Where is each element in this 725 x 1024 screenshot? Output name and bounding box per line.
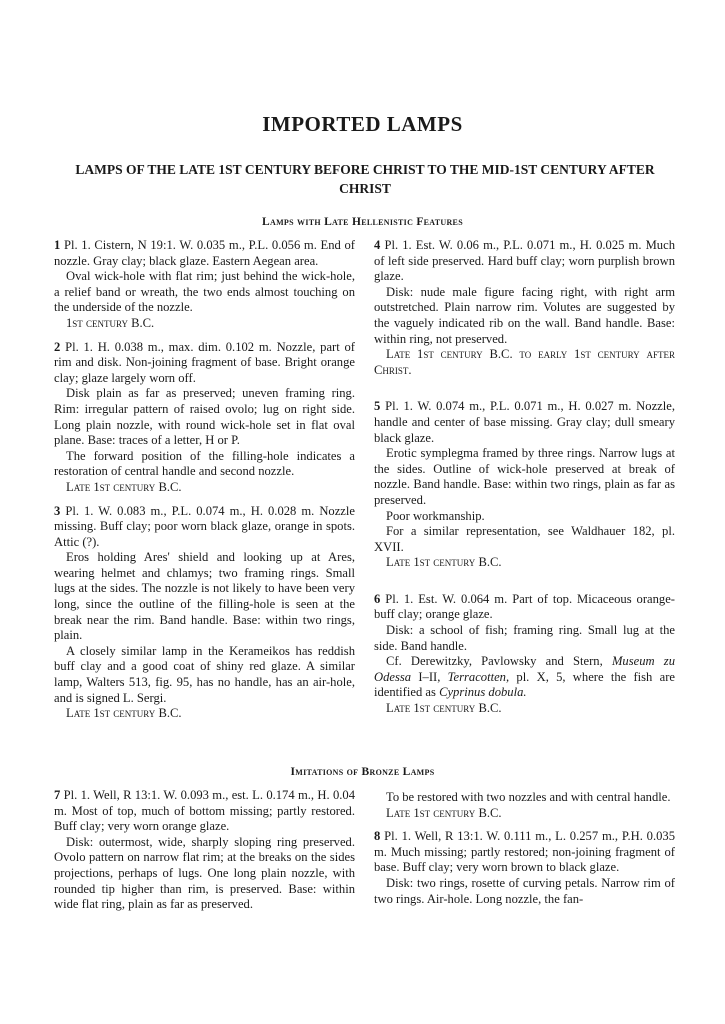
entry-description: Disk plain as far as preserved; uneven framing ring. Rim: irregular pattern of raised ovolo; lug on right side. Long plain nozzle, with round wick-hole set in flat oval plane. Base: traces of a letter, H or P.	[54, 386, 355, 448]
entry-note: A closely similar lamp in the Kerameikos has reddish buff clay and a good coat of shiny red glaze. A similar lamp, Walters 513, fig. 95, has no handle, has an air-hole, and is signed L. Sergi.	[54, 643, 355, 705]
reference-volume: I–II,	[418, 669, 441, 684]
catalog-entry-7-continued	[374, 790, 675, 821]
entry-description: Eros holding Ares' shield and looking up at Ares, wearing helmet and chlamys; two framing rings. Small lugs at the sides. The nozzle is not likely to have been very long, since the outline of the filling-hole is seen at the break near the rim. Band handle. Base: within two rings, plain.	[54, 550, 355, 643]
entry-header: Pl. 1. H. 0.038 m., max. dim. 0.102 m. Nozzle, part of rim and disk. Non-joining fragment of base. Bright orange clay; glaze largely worn off.	[54, 339, 355, 385]
left-column-group1	[54, 238, 355, 722]
catalog-entry-1	[54, 238, 355, 332]
entry-date: Late 1st century B.C.	[386, 701, 502, 716]
entry-date: Late 1st century B.C. to early 1st century after Christ.	[374, 347, 675, 377]
entry-note: The forward position of the filling-hole indicates a restoration of central handle and second nozzle.	[54, 448, 355, 479]
entry-note: Poor workmanship.	[386, 508, 485, 523]
entry-number: 7	[54, 788, 61, 802]
group-heading-hellenistic: Lamps with Late Hellenistic Features	[262, 216, 463, 228]
page-title: IMPORTED LAMPS	[262, 112, 463, 136]
right-column-group2	[374, 790, 675, 907]
entry-date: Late 1st century B.C.	[386, 805, 502, 820]
entry-number: 5	[374, 399, 381, 414]
entry-reference: For a similar representation, see Waldhauer 182, pl. XVII.	[374, 524, 675, 554]
entry-date: Late 1st century B.C.	[66, 479, 182, 494]
catalog-entry-7	[54, 788, 355, 913]
reference-title: Museum zu Odessa	[374, 654, 675, 684]
entry-date: Late 1st century B.C.	[66, 706, 182, 721]
catalog-entry-3	[54, 504, 355, 722]
catalog-entry-4	[374, 238, 675, 378]
entry-description: Erotic symplegma framed by three rings. Narrow lugs at the sides. Outline of wick-hole preserved at break of nozzle. Band handle. Base: within two rings, plain as far as preserved.	[374, 446, 675, 507]
entry-header: Pl. 1. W. 0.074 m., P.L. 0.071 m., H. 0.027 m. Nozzle, handle and center of base missing. Gray clay; dull smeary black glaze.	[374, 399, 675, 445]
catalog-entry-5	[374, 399, 675, 571]
entry-description: Oval wick-hole with flat rim; just behind the wick-hole, a relief band or wreath, the two ends almost touching on the underside of the nozzle.	[54, 269, 355, 315]
entry-description: Disk: a school of fish; framing ring. Small lug at the side. Band handle.	[374, 623, 675, 653]
entry-number: 8	[374, 829, 381, 844]
reference-subtitle: Terracotten,	[447, 669, 510, 684]
entry-header: Pl. 1. Cistern, N 19:1. W. 0.035 m., P.L. 0.056 m. End of nozzle. Gray clay; black glaze. Eastern Aegean area.	[54, 238, 355, 268]
entry-number: 6	[374, 591, 381, 606]
entry-reference	[374, 654, 675, 701]
entry-number: 3	[54, 503, 61, 518]
entry-description: Disk: nude male figure facing right, with right arm outstretched. Plain narrow rim. Volutes are suggested by the vaguely indicated rib on the wall. Band handle. Base: within ring, not preserved.	[374, 284, 675, 346]
entry-number: 4	[374, 238, 381, 252]
reference-species: Cyprinus dobula.	[439, 685, 527, 700]
entry-number: 1	[54, 238, 61, 252]
entry-description: Disk: outermost, wide, sharply sloping ring preserved. Ovolo pattern on narrow flat rim; at the breaks on the sides projections, perhaps of lugs. One long plain nozzle, with rounded tip higher than rim, is preserved. Base: within wide flat ring, plain as far as preserved.	[54, 834, 355, 912]
entry-date: Late 1st century B.C.	[386, 555, 502, 570]
entry-number: 2	[54, 339, 61, 354]
entry-header: Pl. 1. Est. W. 0.064 m. Part of top. Micaceous orange-buff clay; orange glaze.	[374, 591, 675, 622]
entry-header: Pl. 1. W. 0.083 m., P.L. 0.074 m., H. 0.028 m. Nozzle missing. Buff clay; poor worn black glaze, orange in spots. Attic (?).	[54, 503, 355, 549]
reference-plate: pl. X, 5, where the fish are identified as	[374, 669, 675, 700]
entry-header: Pl. 1. Well, R 13:1. W. 0.111 m., L. 0.257 m., P.H. 0.035 m. Much missing; partly restored; non-joining fragment of base. Buff clay; very worn brown to black glaze.	[374, 829, 675, 875]
catalog-entry-8	[374, 829, 675, 907]
section-title: LAMPS OF THE LATE 1ST CENTURY BEFORE CHRIST TO THE MID-1ST CENTURY AFTER CHRIST	[75, 162, 655, 196]
entry-date: 1st century B.C.	[66, 315, 155, 330]
right-column-group1	[374, 238, 675, 717]
reference-authors: Cf. Derewitzky, Pavlowsky and Stern,	[386, 654, 603, 669]
left-column-group2	[54, 788, 355, 913]
catalog-entry-6	[374, 592, 675, 717]
entry-note: To be restored with two nozzles and with central handle.	[386, 790, 671, 804]
catalog-entry-2	[54, 340, 355, 496]
entry-header: Pl. 1. Est. W. 0.06 m., P.L. 0.071 m., H. 0.025 m. Much of left side preserved. Hard buff clay; worn purplish brown glaze.	[374, 238, 675, 284]
entry-header: Pl. 1. Well, R 13:1. W. 0.093 m., est. L. 0.174 m., H. 0.04 m. Most of top, much of bottom missing; partly restored. Buff clay; very worn orange glaze.	[54, 788, 355, 834]
entry-description: Disk: two rings, rosette of curving petals. Narrow rim of two rings. Air-hole. Long nozzle, the fan-	[374, 875, 675, 906]
group-heading-bronze: Imitations of Bronze Lamps	[290, 766, 435, 778]
